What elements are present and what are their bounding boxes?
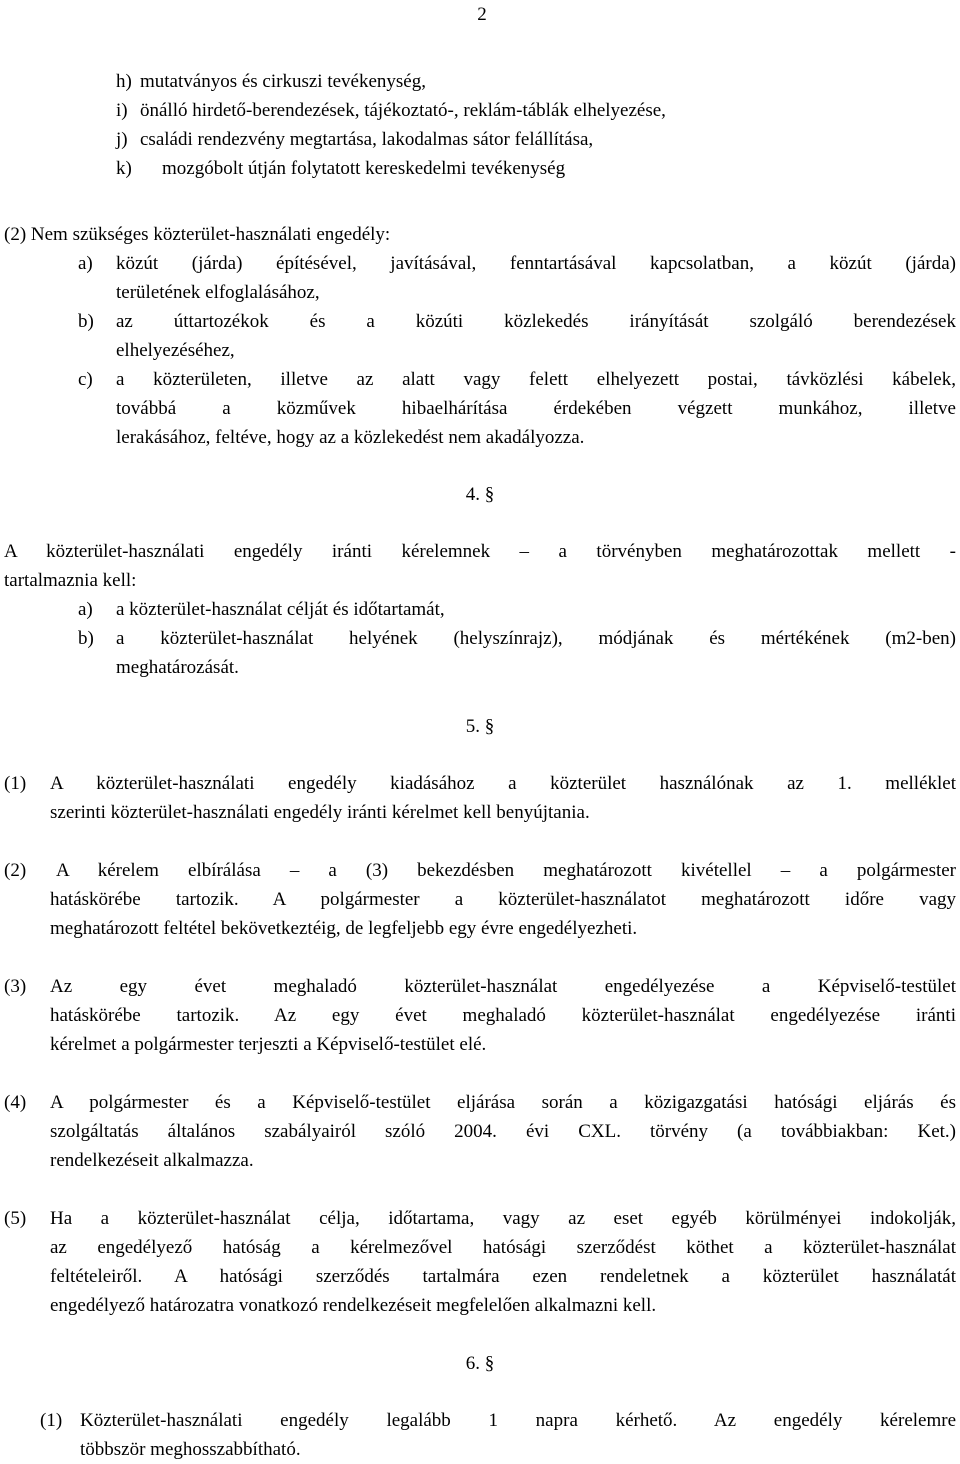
item-label: j) [116, 129, 128, 150]
section-5-p3 [0, 972, 960, 1059]
list-item [0, 154, 960, 183]
numbered-paragraph [0, 972, 960, 1001]
item-line: lerakásához, feltéve, hogy az a közlekedést nem akadályozza. [116, 427, 585, 448]
section-4 [0, 537, 960, 682]
list-item [0, 96, 960, 125]
paragraph-line: Közterület-használati engedély legalább 1 napra kérhető. Az engedély kérelemre [80, 1410, 956, 1431]
paragraph-line: szolgáltatás általános szabályairól szóló 2004. évi CXL. törvény (a továbbiakban: Ket.) [50, 1121, 956, 1142]
list-item [0, 67, 960, 96]
paragraph-line: meghatározott feltétel bekövetkeztéig, de legfeljebb egy évre engedélyezheti. [50, 918, 638, 939]
item-line: a közterület-használat helyének (helyszínrajz), módjának és mértékének (m2-ben) [116, 628, 956, 649]
paragraph-label: (3) [4, 976, 27, 997]
item-line: területének elfoglalásához, [116, 282, 320, 303]
item-label: b) [78, 628, 94, 649]
paragraph-line: feltételeiről. A hatósági szerződés tartalmára ezen rendeletnek a közterület használatát [50, 1266, 956, 1287]
section-5-p2 [0, 856, 960, 943]
section-5 [0, 769, 960, 827]
section-5-p5 [0, 1204, 960, 1320]
item-text: mozgóbolt útján folytatott kereskedelmi tevékenység [162, 158, 566, 179]
paragraph-label: (2) [4, 860, 27, 881]
section-heading-5: 5. § [465, 716, 495, 737]
item-line: továbbá a közművek hibaelhárítása érdekében végzett munkához, illetve [116, 398, 956, 419]
paragraph-intro: (2) Nem szükséges közterület-használati engedély: [4, 224, 391, 245]
paragraph-line: többször meghosszabbítható. [80, 1439, 301, 1460]
paragraph-line: A közterület-használati engedély kiadásához a közterület használónak az 1. melléklet [50, 773, 956, 794]
paragraph-label: (5) [4, 1208, 27, 1229]
section-heading-6: 6. § [465, 1353, 495, 1374]
item-line: az úttartozékok és a közúti közlekedés irányítását szolgáló berendezések [116, 311, 956, 332]
item-label: k) [116, 158, 132, 179]
item-line: meghatározását. [116, 657, 239, 678]
list-h-k [0, 67, 960, 183]
section-heading-4: 4. § [465, 484, 495, 505]
list-item [0, 307, 960, 336]
item-line: elhelyezéséhez, [116, 340, 235, 361]
item-label: b) [78, 311, 94, 332]
item-line: közút (járda) építésével, javításával, fenntartásával kapcsolatban, a közút (járda) [116, 253, 956, 274]
section-intro-line: A közterület-használati engedély iránti kérelemnek – a törvényben meghatározottak mellett - [4, 541, 956, 562]
item-text: mutatványos és cirkuszi tevékenység, [140, 71, 426, 92]
paragraph-line: Az egy évet meghaladó közterület-használat engedélyezése a Képviselő-testület [50, 976, 956, 997]
item-label: a) [78, 599, 93, 620]
paragraph-label: (1) [40, 1410, 63, 1431]
list-item [0, 125, 960, 154]
item-label: h) [116, 71, 132, 92]
numbered-paragraph [0, 1406, 960, 1435]
list-item [0, 249, 960, 278]
paragraph-line: engedélyező határozatra vonatkozó rendelkezéseit megfelelően alkalmazni kell. [50, 1295, 657, 1316]
paragraph-line: A polgármester és a Képviselő-testület eljárása során a közigazgatási hatósági eljárás és [50, 1092, 956, 1113]
paragraph-label: (4) [4, 1092, 27, 1113]
paragraph-line: A kérelem elbírálása – a (3) bekezdésben meghatározott kivétellel – a polgármester [56, 860, 956, 881]
numbered-paragraph [0, 1088, 960, 1117]
item-label: a) [78, 253, 93, 274]
item-label: i) [116, 100, 128, 121]
list-item [0, 624, 960, 653]
numbered-paragraph [0, 856, 960, 885]
item-label: c) [78, 369, 93, 390]
item-line: a közterületen, illetve az alatt vagy felett elhelyezett postai, távközlési kábelek, [116, 369, 956, 390]
paragraph-label: (1) [4, 773, 27, 794]
paragraph-2 [0, 220, 960, 452]
page-number: 2 [477, 4, 487, 25]
list-item [0, 595, 960, 624]
section-6 [0, 1406, 960, 1464]
paragraph-line: hatáskörébe tartozik. A polgármester a közterület-használatot meghatározott időre vagy [50, 889, 956, 910]
paragraph-line: az engedélyező hatóság a kérelmezővel hatósági szerződést köthet a közterület-használat [50, 1237, 956, 1258]
item-text: családi rendezvény megtartása, lakodalmas sátor felállítása, [140, 129, 594, 150]
numbered-paragraph [0, 769, 960, 798]
paragraph-line: hatáskörébe tartozik. Az egy évet meghaladó közterület-használat engedélyezése iránti [50, 1005, 956, 1026]
section-5-p4 [0, 1088, 960, 1175]
numbered-paragraph [0, 1204, 960, 1233]
list-item [0, 365, 960, 394]
paragraph-line: Ha a közterület-használat célja, időtartama, vagy az eset egyéb körülményei indokolják, [50, 1208, 956, 1229]
item-line: a közterület-használat célját és időtartamát, [116, 599, 445, 620]
paragraph-line: kérelmet a polgármester terjeszti a Képviselő-testület elé. [50, 1034, 487, 1055]
section-intro-line: tartalmaznia kell: [4, 570, 137, 591]
paragraph-line: rendelkezéseit alkalmazza. [50, 1150, 254, 1171]
paragraph-line: szerinti közterület-használati engedély iránti kérelmet kell benyújtania. [50, 802, 590, 823]
item-text: önálló hirdető-berendezések, tájékoztató-, reklám-táblák elhelyezése, [140, 100, 666, 121]
